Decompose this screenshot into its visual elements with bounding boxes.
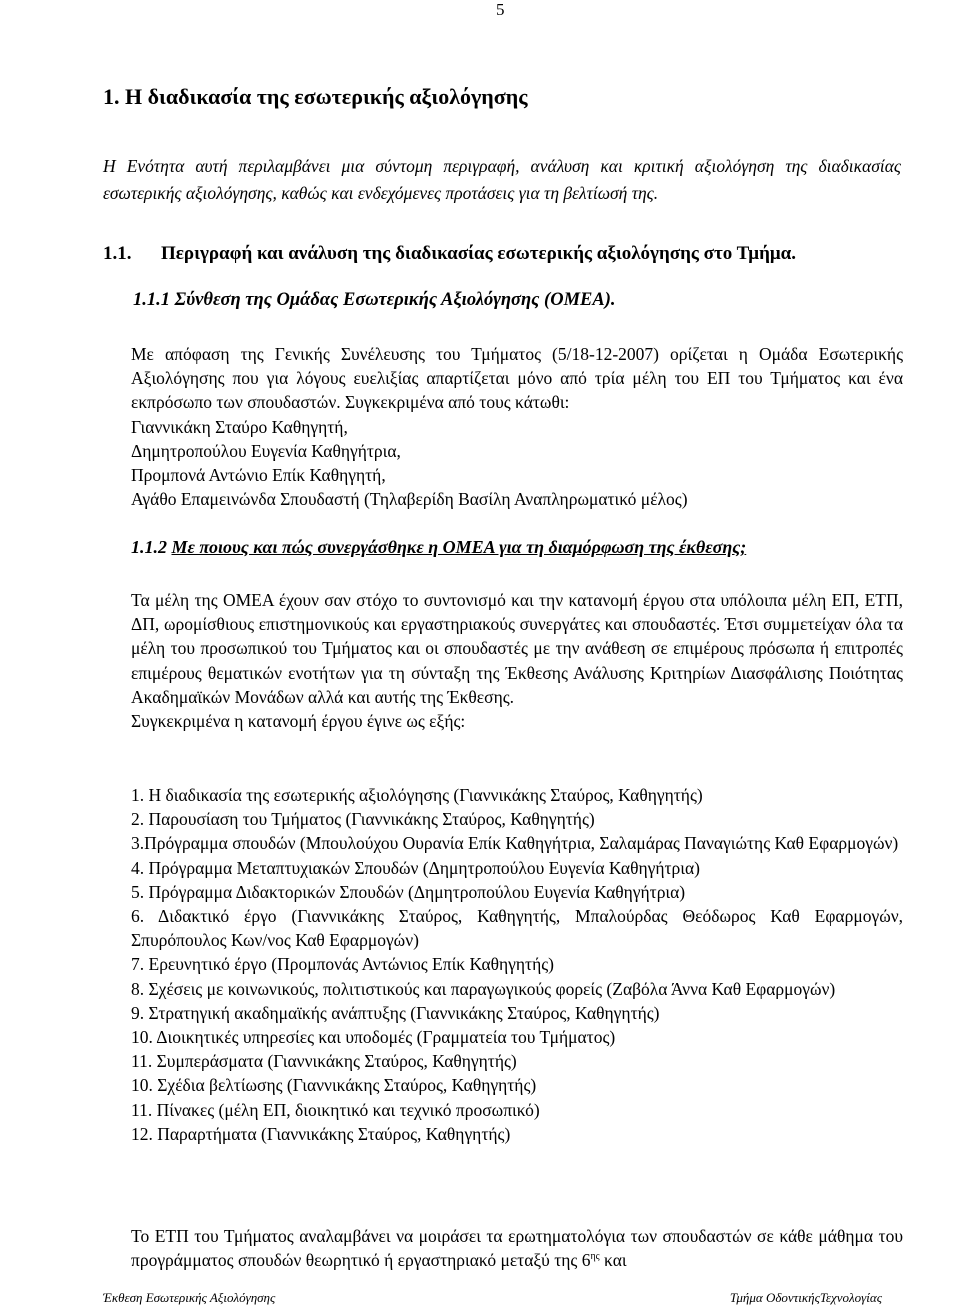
closing-tail: και [599, 1250, 627, 1271]
task-item: 6. Διδακτικό έργο (Γιαννικάκης Σταύρος, Καθηγητής, Μπαλούρδας Θεόδωρος Καθ Εφαρμογών, Σπυρόπουλος Κων/νος Καθ Εφαρμογών) [131, 906, 903, 951]
footer-left: Έκθεση Εσωτερικής Αξιολόγησης [103, 1290, 276, 1305]
closing-text: Το ΕΤΠ του Τμήματος αναλαμβάνει να μοιράσει τα ερωτηματολόγια των σπουδαστών σε κάθε μάθημα του προγράμματος σπουδών θεωρητικό ή εργαστηριακό μεταξύ της 6 [131, 1226, 903, 1271]
cooperation-paragraph: Τα μέλη της ΟΜΕΑ έχουν σαν στόχο το συντονισμό και την κατανομή έργου στα υπόλοιπα μέλη ΕΠ, ΕΤΠ, ΔΠ, ωρομίσθιους επιστημονικούς και εργαστηριακούς συνεργάτες και σπουδαστές. Έτσι συμμετείχαν όλα τα μέλη του προσωπικού του Τμήματος και οι σπουδαστές με την ανάθεση σε επιμέρους πρόσωπα ή επιτροπές επιμέρους θεματικών ενοτήτων για τη σύνταξη της Έκθεσης Ανάλυσης Κριτηρίων Διασφάλισης Ποιότητας Ακαδημαϊκών Μονάδων αλλά και αυτής της Έκθεσης. [131, 590, 903, 707]
task-item: 5. Πρόγραμμα Διδακτορικών Σπουδών (Δημητροπούλου Ευγενία Καθηγήτρια) [131, 881, 686, 902]
main-heading: 1. Η διαδικασία της εσωτερικής αξιολόγησης [103, 84, 528, 109]
member-item: Γιαννικάκη Σταύρο Καθηγητή, [131, 416, 348, 437]
distribution-intro: Συγκεκριμένα η κατανομή έργου έγινε ως εξής: [131, 711, 466, 732]
section-title: Περιγραφή και ανάλυση της διαδικασίας εσωτερικής αξιολόγησης στο Τμήμα. [161, 243, 796, 264]
sub-heading-title: Με ποιους και πώς συνεργάσθηκε η ΟΜΕΑ για τη διαμόρφωση της έκθεσης; [171, 537, 747, 557]
task-item: 11. Πίνακες (μέλη ΕΠ, διοικητικό και τεχνικό προσωπικό) [131, 1099, 540, 1120]
footer-right: Τμήμα ΟδοντικήςΤεχνολογίας [729, 1290, 882, 1305]
section-number: 1.1. [103, 243, 132, 264]
page-number: 5 [496, 0, 505, 19]
task-item: 3.Πρόγραμμα σπουδών (Μπουλούχου Ουρανία Επίκ Καθηγήτρια, Σαλαμάρας Παναγιώτης Καθ Εφαρμογών) [131, 833, 899, 854]
task-item: 1. Η διαδικασία της εσωτερικής αξιολόγησης (Γιαννικάκης Σταύρος, Καθηγητής) [131, 785, 703, 805]
task-item: 11. Συμπεράσματα (Γιαννικάκης Σταύρος, Καθηγητής) [131, 1051, 517, 1072]
task-item: 2. Παρουσίαση του Τμήματος (Γιαννικάκης Σταύρος, Καθηγητής) [131, 809, 595, 830]
section-heading [103, 243, 796, 265]
ordinal-superscript: ης [590, 1251, 600, 1263]
member-item: Δημητροπούλου Ευγενία Καθηγήτρια, [131, 440, 401, 461]
task-item: 7. Ερευνητικό έργο (Προμπονάς Αντώνιος Επίκ Καθηγητής) [131, 954, 554, 975]
task-item: 4. Πρόγραμμα Μεταπτυχιακών Σπουδών (Δημητροπούλου Ευγενία Καθηγήτρια) [131, 857, 700, 878]
intro-paragraph: Η Ενότητα αυτή περιλαμβάνει μια σύντομη περιγραφή, ανάλυση και κριτική αξιολόγηση της διαδικασίας εσωτερικής αξιολόγησης, καθώς και ενδεχόμενες προτάσεις για τη βελτίωσή της. [103, 156, 901, 203]
omea-section [131, 342, 903, 511]
member-item: Αγάθο Επαμεινώνδα Σπουδαστή (Τηλαβερίδη Βασίλη Αναπληρωματικό μέλος) [131, 489, 688, 510]
task-item: 8. Σχέσεις με κοινωνικούς, πολιτιστικούς και παραγωγικούς φορείς (Ζαβόλα Άννα Καθ Εφαρμογών) [131, 978, 836, 999]
sub-heading-number: 1.1.2 [131, 537, 167, 557]
task-item: 12. Παραρτήματα (Γιαννικάκης Σταύρος, Καθηγητής) [131, 1123, 511, 1144]
closing-paragraph [131, 1224, 903, 1272]
cooperation-section [131, 588, 903, 733]
task-item: 10. Σχέδια βελτίωσης (Γιαννικάκης Σταύρος, Καθηγητής) [131, 1075, 537, 1096]
omea-paragraph: Με απόφαση της Γενικής Συνέλευσης του Τμήματος (5/18-12-2007) ορίζεται η Ομάδα Εσωτερικής Αξιολόγησης που για λόγους ευελιξίας απαρτίζεται μόνο από τρία μέλη του ΕΠ του Τμήματος και ένα εκπρόσωπο των σπουδαστών. Συγκεκριμένα από τους κάτωθι: [131, 344, 903, 413]
task-list [131, 783, 903, 1146]
task-item: 10. Διοικητικές υπηρεσίες και υποδομές (Γραμματεία του Τμήματος) [131, 1027, 616, 1048]
sub-heading-omea: 1.1.1 Σύνθεση της Ομάδας Εσωτερικής Αξιολόγησης (ΟΜΕΑ). [133, 290, 616, 310]
member-item: Προμπονά Αντώνιο Επίκ Καθηγητή, [131, 465, 386, 486]
task-item: 9. Στρατηγική ακαδημαϊκής ανάπτυξης (Γιαννικάκης Σταύρος, Καθηγητής) [131, 1002, 660, 1023]
sub-heading-cooperation [131, 537, 746, 558]
